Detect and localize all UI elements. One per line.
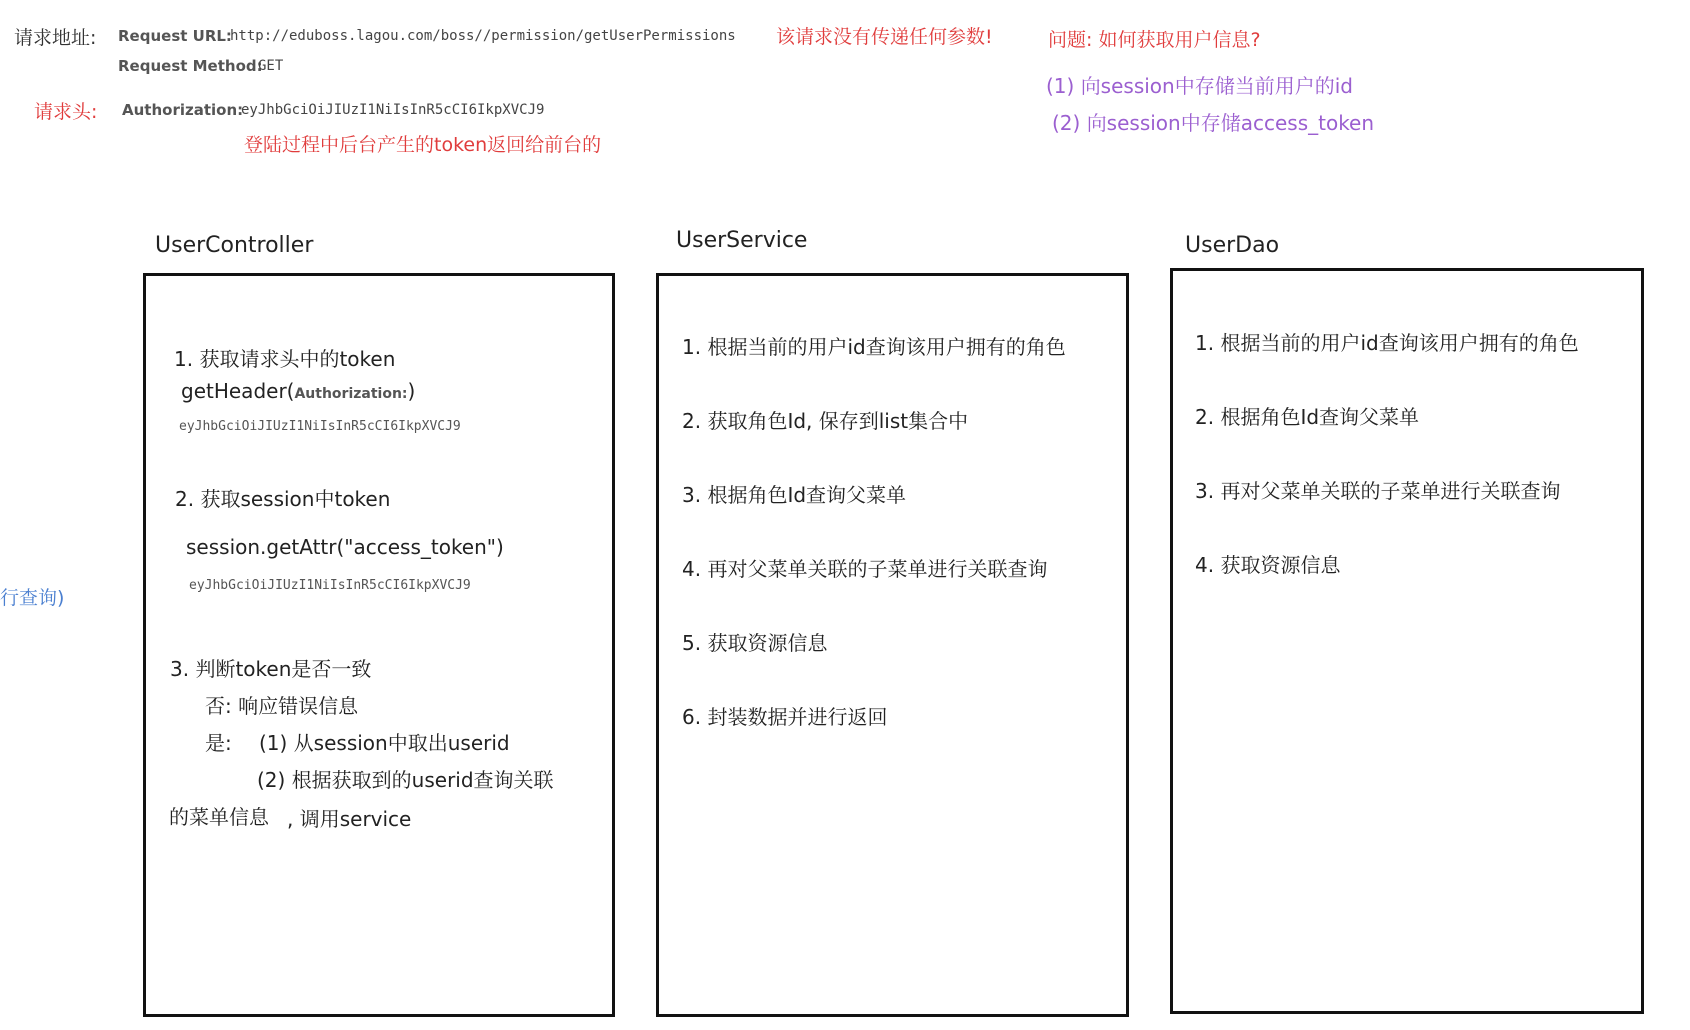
request-url-label: Request URL: [118, 27, 232, 45]
service-step-6: 6. 封装数据并进行返回 [682, 705, 888, 729]
service-step-3: 3. 根据角色Id查询父菜单 [682, 483, 907, 507]
question-option-2: (2) 向session中存储access_token [1052, 111, 1375, 135]
dao-step-4: 4. 获取资源信息 [1195, 553, 1341, 577]
question-option-1: (1) 向session中存储当前用户的id [1046, 74, 1353, 98]
controller-step-1: 1. 获取请求头中的token [174, 347, 396, 371]
controller-step-3-yes: 是: [205, 731, 232, 755]
controller-step-1-token: eyJhbGciOiJIUzI1NiIsInR5cCI6IkpXVCJ9 [179, 419, 461, 434]
authorization-label: Authorization: [122, 101, 244, 119]
request-url-note: 该请求没有传递任何参数! [776, 26, 993, 48]
authorization-value: eyJhbGciOiJIUzI1NiIsInR5cCI6IkpXVCJ9 [241, 102, 545, 118]
controller-title: UserController [155, 233, 314, 258]
dao-step-1: 1. 根据当前的用户id查询该用户拥有的角色 [1195, 331, 1579, 355]
controller-step-3-no: 否: 响应错误信息 [205, 694, 359, 718]
dao-box [1170, 268, 1644, 1014]
service-step-2: 2. 获取角色Id, 保存到list集合中 [682, 409, 969, 433]
request-url-value: http://eduboss.lagou.com/boss//permission/getUserPermissions [230, 28, 736, 44]
service-box [656, 273, 1129, 1017]
question-title: 问题: 如何获取用户信息? [1048, 29, 1261, 51]
token-note: 登陆过程中后台产生的token返回给前台的 [244, 134, 602, 156]
controller-step-1-call [181, 379, 415, 403]
service-title: UserService [676, 228, 808, 253]
get-header-close: ) [407, 379, 416, 403]
left-fragment-text: 行查询) [0, 587, 65, 609]
service-step-1: 1. 根据当前的用户id查询该用户拥有的角色 [682, 335, 1066, 359]
dao-step-3: 3. 再对父菜单关联的子菜单进行关联查询 [1195, 479, 1561, 503]
request-method-label: Request Method: [118, 57, 263, 75]
get-header-call: getHeader( [181, 379, 295, 403]
dao-step-2: 2. 根据角色Id查询父菜单 [1195, 405, 1420, 429]
controller-step-3: 3. 判断token是否一致 [170, 657, 372, 681]
request-header-cn-label: 请求头: [34, 101, 98, 123]
service-step-5: 5. 获取资源信息 [682, 631, 828, 655]
dao-title: UserDao [1185, 233, 1280, 258]
controller-step-3-yes-1: (1) 从session中取出userid [259, 731, 510, 755]
request-method-value: GET [258, 58, 284, 74]
controller-step-3-yes-2: (2) 根据获取到的userid查询关联 [257, 768, 554, 792]
controller-step-2-token: eyJhbGciOiJIUzI1NiIsInR5cCI6IkpXVCJ9 [189, 578, 471, 593]
controller-step-2-call: session.getAttr("access_token") [186, 535, 504, 559]
controller-step-2: 2. 获取session中token [175, 487, 391, 511]
controller-step-3-yes-3a: 的菜单信息 [169, 805, 269, 829]
controller-box [143, 273, 615, 1017]
service-step-4: 4. 再对父菜单关联的子菜单进行关联查询 [682, 557, 1048, 581]
request-url-cn-label: 请求地址: [14, 27, 97, 49]
get-header-arg: Authorization: [294, 386, 408, 402]
controller-step-3-yes-3b: , 调用service [287, 807, 412, 831]
